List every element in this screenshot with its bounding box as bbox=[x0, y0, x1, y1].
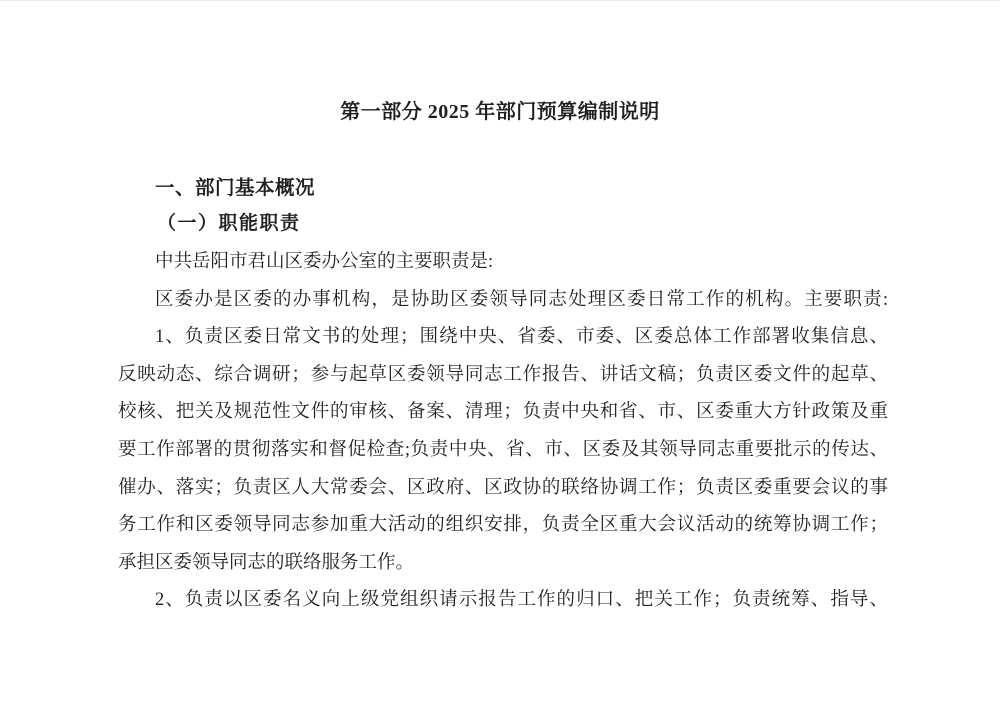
body-line: 要工作部署的贯彻落实和督促检查;负责中央、省、市、区委及其领导同志重要批示的传达、 bbox=[118, 439, 888, 460]
body-line: 务工作和区委领导同志参加重大活动的组织安排，负责全区重大会议活动的统筹协调工作； bbox=[118, 515, 888, 536]
body-line: 2、负责以区委名义向上级党组织请示报告工作的归口、把关工作；负责统筹、指导、 bbox=[155, 590, 888, 611]
body-line: 承担区委领导同志的联络服务工作。 bbox=[118, 552, 415, 573]
body-text bbox=[118, 244, 888, 620]
body-line: 反映动态、综合调研；参与起草区委领导同志工作报告、讲话文稿；负责区委文件的起草、 bbox=[118, 364, 888, 385]
body-line: 区委办是区委的办事机构，是协助区委领导同志处理区委日常工作的机构。主要职责: bbox=[155, 289, 888, 310]
document-title: 第一部分 2025 年部门预算编制说明 bbox=[340, 101, 660, 123]
body-line: 中共岳阳市君山区委办公室的主要职责是: bbox=[155, 252, 494, 272]
subsection-heading: （一）职能职责 bbox=[157, 213, 301, 234]
body-line: 校核、把关及规范性文件的审核、备案、清理；负责中央和省、市、区委重大方针政策及重 bbox=[118, 402, 888, 423]
body-line: 催办、落实；负责区人大常委会、区政府、区政协的联络协调工作；负责区委重要会议的事 bbox=[118, 477, 888, 498]
section-heading: 一、部门基本概况 bbox=[155, 177, 316, 199]
body-line: 1、负责区委日常文书的处理；围绕中央、省委、市委、区委总体工作部署收集信息、 bbox=[155, 327, 888, 348]
